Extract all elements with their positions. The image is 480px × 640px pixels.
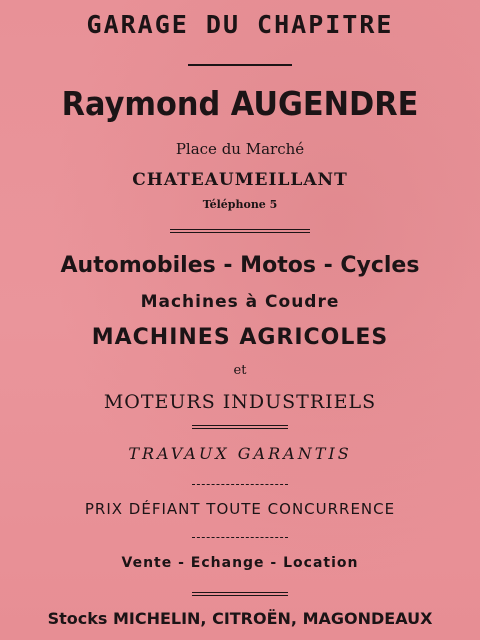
address: Place du Marché — [175, 140, 305, 158]
town: CHATEAUMEILLANT — [132, 170, 348, 190]
services-connector: et — [233, 363, 247, 378]
divider-phone — [170, 229, 310, 233]
guarantee: TRAVAUX GARANTIS — [128, 444, 352, 463]
prices: PRIX DÉFIANT TOUTE CONCURRENCE — [84, 500, 396, 518]
trade-terms: Vente - Echange - Location — [121, 555, 359, 571]
services-line-1: Automobiles - Motos - Cycles — [60, 253, 420, 278]
divider-top — [188, 64, 292, 66]
owner-name: Raymond AUGENDRE — [61, 84, 419, 123]
business-name: GARAGE DU CHAPITRE — [86, 10, 394, 39]
services-line-2: Machines à Coudre — [140, 292, 340, 312]
divider-prices — [192, 537, 288, 538]
services-line-3: MACHINES AGRICOLES — [91, 325, 389, 350]
divider-services — [192, 425, 288, 429]
divider-guarantee — [192, 484, 288, 485]
divider-trade — [192, 592, 288, 596]
phone: Téléphone 5 — [202, 198, 278, 211]
services-line-4: MOTEURS INDUSTRIELS — [103, 391, 377, 413]
stocks: Stocks MICHELIN, CITROËN, MAGONDEAUX — [47, 609, 433, 628]
